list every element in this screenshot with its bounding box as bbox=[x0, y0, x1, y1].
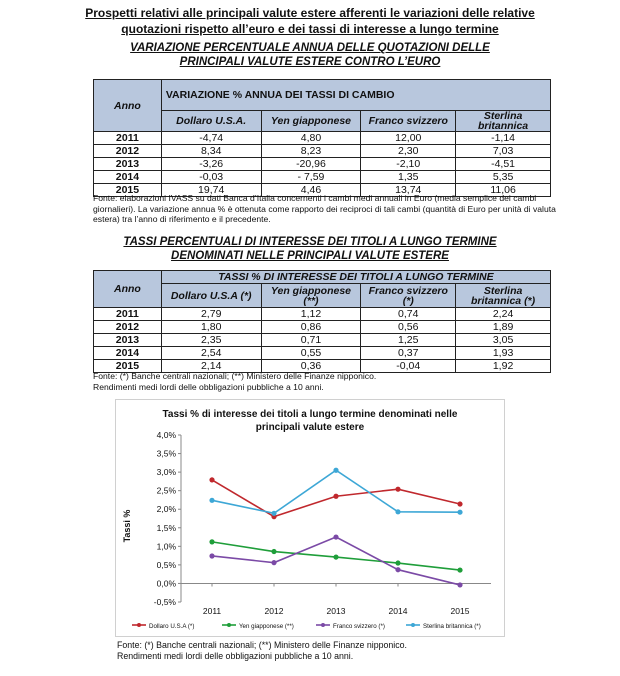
table1-cell: -4,74 bbox=[161, 132, 261, 145]
chart-data-point bbox=[395, 560, 400, 565]
table1-cell: 1,35 bbox=[361, 171, 456, 184]
table2-cell: 0,71 bbox=[261, 334, 361, 347]
document-title-line-2: quotazioni rispetto all’euro e dei tassi di interesse a lungo termine bbox=[121, 22, 499, 36]
chart-series-line bbox=[212, 537, 460, 585]
table1-cell: -4,51 bbox=[456, 158, 551, 171]
chart-svg bbox=[116, 400, 504, 636]
chart-data-point bbox=[457, 582, 462, 587]
chart-data-point bbox=[395, 567, 400, 572]
chart-data-point bbox=[271, 549, 276, 554]
table1-cell: -2,10 bbox=[361, 158, 456, 171]
table2-cell: 0,74 bbox=[361, 308, 456, 321]
chart-data-point bbox=[271, 511, 276, 516]
table-row bbox=[94, 321, 551, 334]
chart-series-line bbox=[212, 470, 460, 513]
table2-cell: 1,93 bbox=[456, 347, 551, 360]
chart-data-point bbox=[209, 553, 214, 558]
chart-note-line: Rendimenti medi lordi delle obbligazioni pubbliche a 10 anni. bbox=[117, 650, 354, 661]
section2-heading-line-1: TASSI PERCENTUALI DI INTERESSE DEI TITOLI A LUNGO TERMINE bbox=[123, 236, 497, 248]
chart-y-tick-label: -0,5% bbox=[153, 597, 176, 607]
table2-col-header: Franco svizzero (*) bbox=[361, 284, 456, 308]
chart-x-tick-label: 2013 bbox=[326, 606, 346, 616]
table2-source-note bbox=[93, 371, 563, 392]
chart-data-point bbox=[333, 494, 338, 499]
table1-cell: 8,34 bbox=[161, 145, 261, 158]
table2-year-cell: 2015 bbox=[94, 360, 162, 373]
table2-cell: 0,37 bbox=[361, 347, 456, 360]
table1-year-cell: 2013 bbox=[94, 158, 162, 171]
chart-series-lines bbox=[209, 468, 462, 588]
table2-cell: 0,36 bbox=[261, 360, 361, 373]
table2-cell: 1,80 bbox=[161, 321, 261, 334]
table1-col-header: Sterlina britannica bbox=[456, 111, 551, 132]
section1-heading-line-2: PRINCIPALI VALUTE ESTERE CONTRO L’EURO bbox=[179, 56, 441, 68]
table1-cell: 7,03 bbox=[456, 145, 551, 158]
table1-year-cell: 2014 bbox=[94, 171, 162, 184]
chart-legend-label: Sterlina britannica (*) bbox=[423, 623, 481, 630]
table-row bbox=[94, 334, 551, 347]
chart-data-point bbox=[457, 567, 462, 572]
table1-year-cell: 2015 bbox=[94, 184, 162, 197]
table1-year-cell: 2011 bbox=[94, 132, 162, 145]
interest-rate-line-chart bbox=[115, 399, 505, 637]
table-row bbox=[94, 132, 551, 145]
table1-note-line: giornalieri). La variazione annua % è ottenuta come rapporto dei reciproci di tali cambi (quantità di Euro per unità di valuta bbox=[93, 203, 556, 214]
table-row bbox=[94, 347, 551, 360]
chart-data-point bbox=[333, 534, 338, 539]
table1-col-header: Franco svizzero bbox=[361, 111, 456, 132]
table2-cell: 2,24 bbox=[456, 308, 551, 321]
chart-y-tick-label: 0,5% bbox=[156, 559, 176, 570]
chart-axes bbox=[154, 430, 491, 616]
table2-year-cell: 2014 bbox=[94, 347, 162, 360]
chart-legend bbox=[132, 623, 481, 630]
chart-source-note bbox=[117, 640, 557, 661]
chart-data-point bbox=[395, 487, 400, 492]
table1-col-header: Yen giapponese bbox=[261, 111, 361, 132]
chart-legend-marker bbox=[137, 623, 141, 627]
table2-cell: 0,56 bbox=[361, 321, 456, 334]
table1-cell: 19,74 bbox=[161, 184, 261, 197]
document-title-line-1: Prospetti relativi alle principali valute estere afferenti le variazioni delle relative bbox=[85, 6, 535, 20]
chart-note-line: Fonte: (*) Banche centrali nazionali; (**) Ministero delle Finanze nipponico. bbox=[117, 640, 407, 650]
section1-heading-line-1: VARIAZIONE PERCENTUALE ANNUA DELLE QUOTAZIONI DELLE bbox=[130, 42, 490, 54]
section2-heading-line-2: DENOMINATI NELLE PRINCIPALI VALUTE ESTERE bbox=[171, 250, 449, 262]
chart-legend-marker bbox=[321, 623, 325, 627]
table1-cell: 5,35 bbox=[456, 171, 551, 184]
chart-legend-marker bbox=[227, 623, 231, 627]
table2-col-header: Yen giapponese (**) bbox=[261, 284, 361, 308]
table2-note-line: Fonte: (*) Banche centrali nazionali; (**) Ministero delle Finanze nipponico. bbox=[93, 371, 377, 381]
table2-cell: 1,25 bbox=[361, 334, 456, 347]
table2-cell: 3,05 bbox=[456, 334, 551, 347]
chart-y-tick-label: 2,5% bbox=[156, 485, 176, 496]
table1-cell: 12,00 bbox=[361, 132, 456, 145]
chart-x-tick-label: 2014 bbox=[388, 606, 408, 616]
chart-y-tick-label: 0,0% bbox=[156, 578, 176, 589]
table1-cell: 13,74 bbox=[361, 184, 456, 197]
table2-cell: 1,12 bbox=[261, 308, 361, 321]
chart-data-point bbox=[457, 510, 462, 515]
table-row bbox=[94, 308, 551, 321]
table1-cell: -0,03 bbox=[161, 171, 261, 184]
chart-title-line-2: principali valute estere bbox=[255, 422, 365, 433]
long-term-interest-rate-table bbox=[93, 270, 551, 373]
chart-x-tick-label: 2015 bbox=[450, 606, 470, 616]
chart-legend-marker bbox=[411, 623, 415, 627]
table2-group-header: TASSI % DI INTERESSE DEI TITOLI A LUNGO TERMINE bbox=[161, 271, 550, 284]
table1-note-line: Fonte: elaborazioni IVASS su dati Banca d’Italia concernenti i cambi medi annuali in Euro (media semplice dei cambi bbox=[93, 193, 537, 203]
chart-data-point bbox=[457, 501, 462, 506]
table2-year-cell: 2012 bbox=[94, 321, 162, 334]
table1-note-line: estera) tra l’anno di riferimento e il precedente. bbox=[93, 214, 271, 224]
table1-col-header: Dollaro U.S.A. bbox=[161, 111, 261, 132]
table2-year-cell: 2011 bbox=[94, 308, 162, 321]
chart-data-point bbox=[271, 560, 276, 565]
chart-x-tick-label: 2012 bbox=[264, 606, 284, 616]
chart-data-point bbox=[209, 539, 214, 544]
chart-y-tick-label: 3,0% bbox=[156, 467, 176, 478]
table1-cell: 11,06 bbox=[456, 184, 551, 197]
table2-col-header: Sterlina britannica (*) bbox=[456, 284, 551, 308]
table2-cell: 2,35 bbox=[161, 334, 261, 347]
table1-year-header: Anno bbox=[94, 80, 162, 132]
chart-legend-label: Dollaro U.S.A (*) bbox=[149, 623, 195, 630]
chart-y-tick-label: 3,5% bbox=[156, 448, 176, 459]
table1-cell: 8,23 bbox=[261, 145, 361, 158]
table2-year-header: Anno bbox=[94, 271, 162, 308]
table2-note-line: Rendimenti medi lordi delle obbligazioni pubbliche a 10 anni. bbox=[93, 381, 324, 392]
table2-cell: 2,79 bbox=[161, 308, 261, 321]
chart-legend-label: Yen giapponese (**) bbox=[239, 623, 294, 630]
table-row bbox=[94, 158, 551, 171]
chart-y-tick-label: 1,5% bbox=[156, 522, 176, 533]
table1-source-note bbox=[93, 193, 563, 225]
chart-data-point bbox=[395, 509, 400, 514]
table2-col-header: Dollaro U.S.A (*) bbox=[161, 284, 261, 308]
chart-title-line-1: Tassi % di interesse dei titoli a lungo termine denominati nelle bbox=[162, 409, 458, 420]
table-row bbox=[94, 145, 551, 158]
chart-data-point bbox=[209, 477, 214, 482]
chart-data-point bbox=[209, 498, 214, 503]
table1-cell: 4,80 bbox=[261, 132, 361, 145]
table2-year-cell: 2013 bbox=[94, 334, 162, 347]
chart-y-tick-label: 2,0% bbox=[156, 504, 176, 515]
chart-data-point bbox=[333, 554, 338, 559]
table1-cell: -3,26 bbox=[161, 158, 261, 171]
chart-y-axis-label: Tassi % bbox=[122, 509, 132, 543]
table-row bbox=[94, 171, 551, 184]
table2-cell: 1,89 bbox=[456, 321, 551, 334]
chart-y-tick-label: 1,0% bbox=[156, 541, 176, 552]
table2-cell: -0,04 bbox=[361, 360, 456, 373]
table2-cell: 1,92 bbox=[456, 360, 551, 373]
table2-cell: 0,55 bbox=[261, 347, 361, 360]
chart-data-point bbox=[333, 468, 338, 473]
table1-cell: - 7,59 bbox=[261, 171, 361, 184]
table2-cell: 2,54 bbox=[161, 347, 261, 360]
table2-cell: 0,86 bbox=[261, 321, 361, 334]
table2-cell: 2,14 bbox=[161, 360, 261, 373]
exchange-rate-variation-table bbox=[93, 79, 551, 197]
chart-y-tick-label: 4,0% bbox=[156, 430, 176, 440]
chart-legend-label: Franco svizzero (*) bbox=[333, 623, 385, 630]
table1-group-header: VARIAZIONE % ANNUA DEI TASSI DI CAMBIO bbox=[161, 80, 550, 111]
table1-cell: -20,96 bbox=[261, 158, 361, 171]
chart-x-tick-label: 2011 bbox=[202, 606, 222, 616]
table1-cell: 2,30 bbox=[361, 145, 456, 158]
table1-year-cell: 2012 bbox=[94, 145, 162, 158]
table1-cell: 4,46 bbox=[261, 184, 361, 197]
table1-cell: -1,14 bbox=[456, 132, 551, 145]
